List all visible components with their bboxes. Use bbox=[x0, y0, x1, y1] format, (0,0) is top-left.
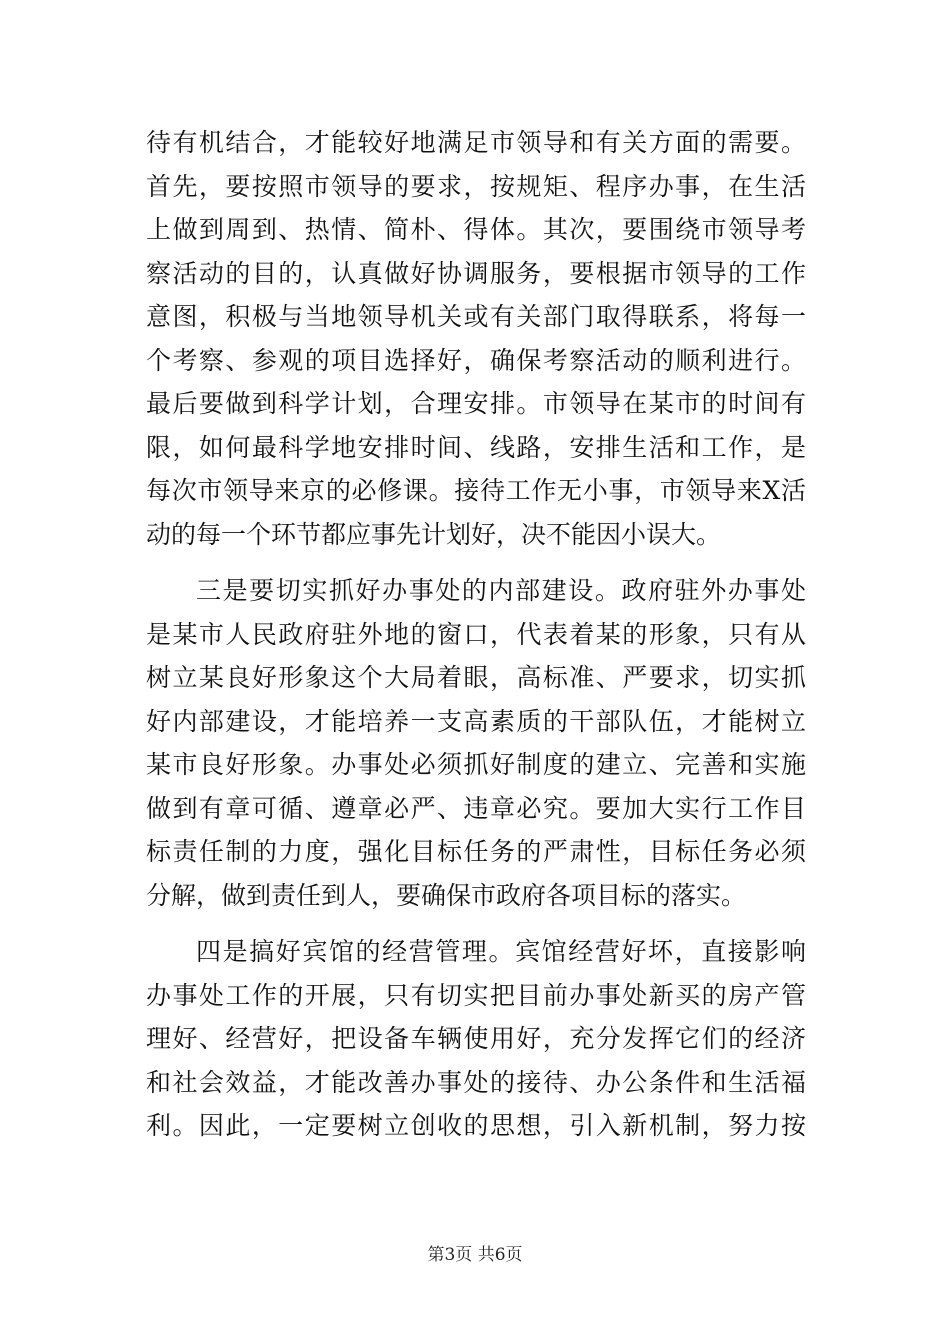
paragraph-line: 办事处工作的开展，只有切实把目前办事处新买的房产管 bbox=[146, 981, 806, 1010]
paragraph-line: 动的每一个环节都应事先计划好，决不能因小误大。 bbox=[146, 520, 722, 549]
paragraph-line: 理好、经营好，把设备车辆使用好，充分发挥它们的经济 bbox=[146, 1024, 806, 1053]
paragraph-line: 意图，积极与当地领导机关或有关部门取得联系，将每一 bbox=[146, 302, 806, 331]
paragraph-line: 限，如何最科学地安排时间、线路，安排生活和工作，是 bbox=[146, 433, 806, 462]
paragraph-line: 标责任制的力度，强化目标任务的严肃性，目标任务必须 bbox=[146, 837, 806, 866]
paragraph-line: 分解，做到责任到人，要确保市政府各项目标的落实。 bbox=[146, 881, 747, 910]
paragraph-line: 待有机结合，才能较好地满足市领导和有关方面的需要。 bbox=[146, 128, 806, 157]
paragraph-line: 和社会效益，才能改善办事处的接待、办公条件和生活福 bbox=[146, 1068, 806, 1097]
paragraph-line: 做到有章可循、遵章必严、违章必究。要加大实行工作目 bbox=[146, 794, 806, 823]
paragraph-line: 好内部建设，才能培养一支高素质的干部队伍，才能树立 bbox=[146, 707, 806, 736]
page-number-footer: 第3页 共6页 bbox=[427, 1245, 523, 1265]
paragraph-line: 是某市人民政府驻外地的窗口，代表着某的形象，只有从 bbox=[146, 620, 806, 649]
paragraph-line: 每次市领导来京的必修课。接待工作无小事，市领导来X活 bbox=[146, 476, 806, 505]
paragraph-line: 最后要做到科学计划，合理安排。市领导在某市的时间有 bbox=[146, 389, 806, 418]
paragraph-line: 四是搞好宾馆的经营管理。宾馆经营好坏，直接影响 bbox=[196, 937, 806, 966]
paragraph-line: 首先，要按照市领导的要求，按规矩、程序办事，在生活 bbox=[146, 172, 806, 201]
paragraph-line: 个考察、参观的项目选择好，确保考察活动的顺利进行。 bbox=[146, 346, 806, 375]
paragraph-line: 利。因此，一定要树立创收的思想，引入新机制，努力按 bbox=[146, 1111, 806, 1140]
paragraph-line: 上做到周到、热情、简朴、得体。其次，要围绕市领导考 bbox=[146, 215, 806, 244]
paragraph-line: 三是要切实抓好办事处的内部建设。政府驻外办事处 bbox=[196, 576, 806, 605]
paragraph-line: 察活动的目的，认真做好协调服务，要根据市领导的工作 bbox=[146, 259, 806, 288]
paragraph-line: 某市良好形象。办事处必须抓好制度的建立、完善和实施 bbox=[146, 750, 806, 779]
paragraph-line: 树立某良好形象这个大局着眼，高标准、严要求，切实抓 bbox=[146, 663, 806, 692]
